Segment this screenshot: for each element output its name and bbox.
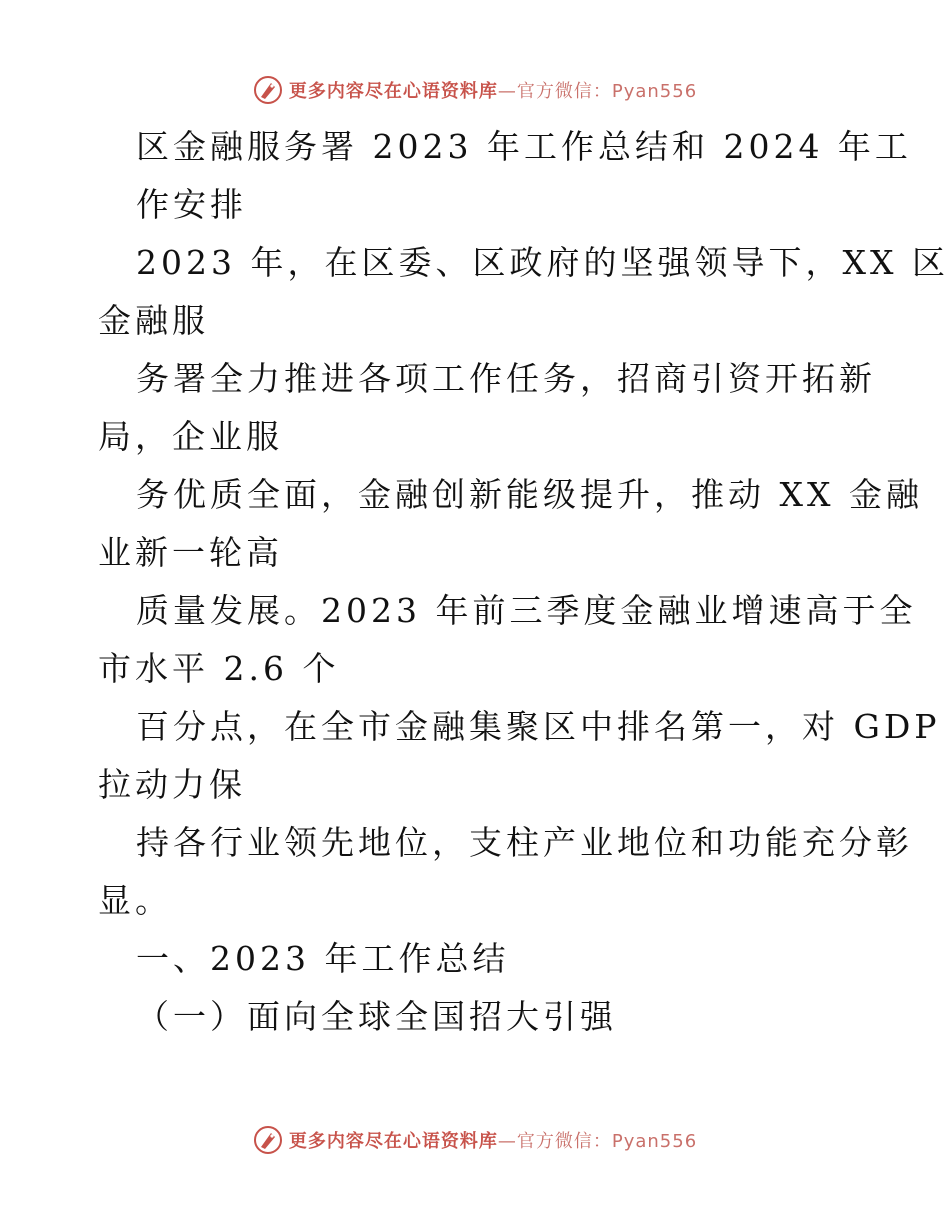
pen-nib-logo-icon — [253, 1125, 283, 1155]
watermark-dash: — — [497, 1131, 517, 1152]
doc-paragraph-line: 2023 年，在区委、区政府的坚强领导下，XX 区 — [136, 243, 949, 282]
footer-watermark — [0, 1120, 950, 1160]
watermark-dash: — — [497, 81, 517, 102]
doc-paragraph-line: 务优质全面，金融创新能级提升，推动 XX 金融 — [136, 475, 923, 514]
doc-subsection-heading: （一）面向全球全国招大引强 — [136, 997, 617, 1036]
watermark-id: Pyan556 — [611, 1131, 698, 1152]
doc-paragraph-line: 拉动力保 — [98, 765, 246, 804]
doc-paragraph-line: 显。 — [98, 881, 172, 920]
watermark-id: Pyan556 — [611, 81, 698, 102]
watermark-brand: 更多内容尽在心语资料库 — [288, 1131, 498, 1152]
doc-paragraph-line: 持各行业领先地位，支柱产业地位和功能充分彰 — [136, 823, 913, 862]
watermark-label: 官方微信： — [516, 1131, 612, 1152]
doc-paragraph-line: 市水平 2.6 个 — [98, 649, 340, 688]
doc-paragraph-line: 务署全力推进各项工作任务，招商引资开拓新 — [136, 359, 876, 398]
doc-paragraph-line: 质量发展。2023 年前三季度金融业增速高于全 — [136, 591, 917, 630]
watermark-text — [289, 1127, 697, 1153]
doc-paragraph-line: 业新一轮高 — [98, 533, 283, 572]
doc-paragraph-line: 百分点，在全市金融集聚区中排名第一，对 GDP — [136, 707, 941, 746]
watermark-brand: 更多内容尽在心语资料库 — [288, 81, 498, 102]
doc-paragraph-line: 金融服 — [98, 301, 209, 340]
watermark-label: 官方微信： — [516, 81, 612, 102]
doc-paragraph-line: 局，企业服 — [98, 417, 283, 456]
doc-title-line-1: 区金融服务署 2023 年工作总结和 2024 年工 — [136, 127, 912, 166]
doc-section-heading: 一、2023 年工作总结 — [136, 939, 510, 978]
doc-title-line-2: 作安排 — [136, 185, 247, 224]
